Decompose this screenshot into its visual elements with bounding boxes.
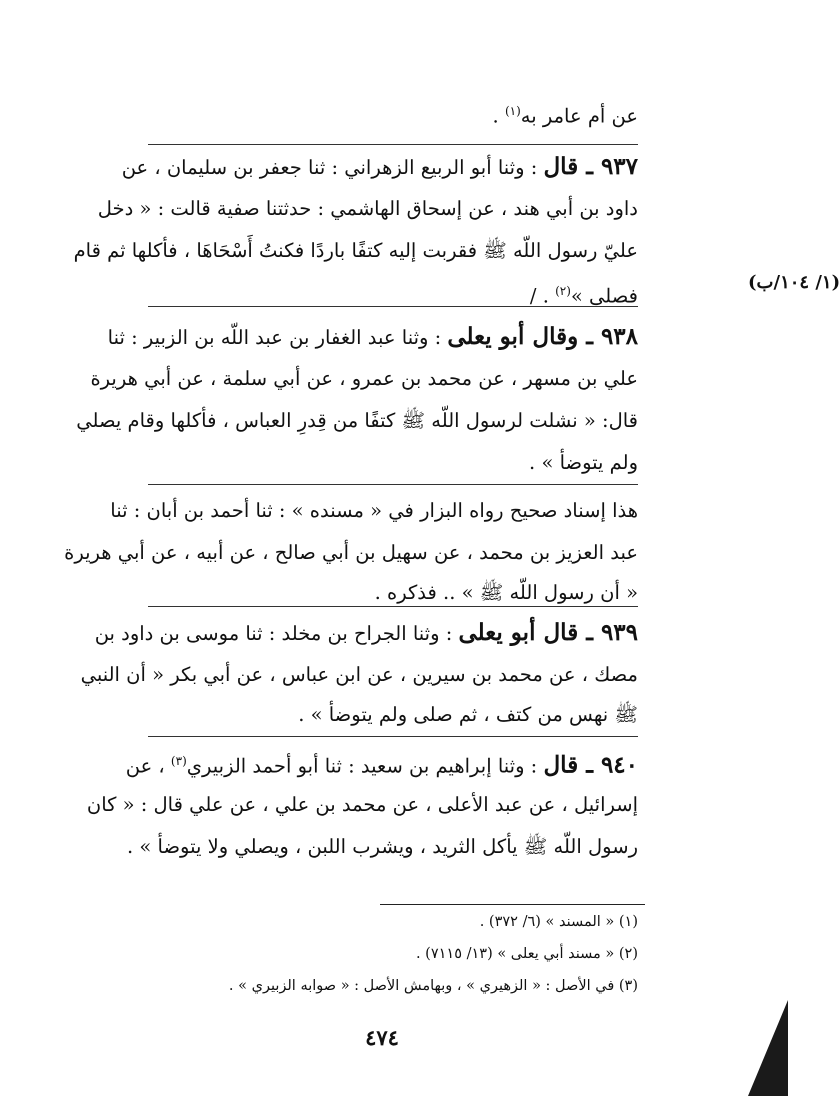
text-line <box>86 790 638 820</box>
line-text: مصك ، عن محمد بن سيرين ، عن ابن عباس ، عن أبي بكر « أن النبي <box>80 663 638 686</box>
line-text: : وثنا أبو الربيع الزهراني : ثنا جعفر بن سليمان ، عن <box>121 156 544 179</box>
narrator-heading: ـ قال <box>543 153 601 180</box>
text-line <box>97 194 638 224</box>
line-text: ولم يتوضأ » . <box>529 451 638 474</box>
manuscript-folio-note: (١/ ١٠٤/ب) <box>748 272 840 293</box>
paragraph-divider <box>148 144 638 145</box>
line-text: عن أم عامر به <box>520 104 638 128</box>
line-text: قال: « نشلت لرسول اللّه ﷺ كتفًا من قِدرِ العباس ، فأكلها وقام يصلي <box>76 409 638 432</box>
line-text: عليّ رسول اللّه ﷺ فقربت إليه كتفًا باردًا فكنتُ أَسْحَاهَا ، فأكلها ثم قام <box>73 239 638 262</box>
text-line <box>94 618 638 649</box>
paragraph-divider <box>148 736 638 737</box>
paragraph-divider <box>148 606 638 607</box>
line-text: عبد العزيز بن محمد ، عن سهيل بن أبي صالح ، عن أبيه ، عن أبي هريرة <box>64 541 638 564</box>
footnote-1: (١) « المسند » (٦/ ٣٧٢) . <box>479 914 638 930</box>
text-line <box>80 660 638 690</box>
line-text: علي بن مسهر ، عن محمد بن عمرو ، عن أبي سلمة ، عن أبي هريرة <box>90 367 638 390</box>
footnote-2: (٢) « مسند أبي يعلى » (١٣/ ٧١١٥) . <box>415 946 638 962</box>
text-line <box>148 448 638 478</box>
text-line <box>90 364 638 394</box>
hadith-number: ٩٤٠ <box>600 751 638 779</box>
line-text: إسرائيل ، عن عبد الأعلى ، عن محمد بن علي ، عن علي قال : « كان <box>86 793 638 816</box>
footnote-3: (٣) في الأصل : « الزهيري » ، وبهامش الأصل : « صوابه الزبيري » . <box>228 978 638 994</box>
page-number: ٤٧٤ <box>365 1025 399 1050</box>
text-line <box>127 832 638 862</box>
footnote-marker: (١) <box>504 104 521 118</box>
text-line <box>121 152 638 183</box>
page-corner-shadow <box>748 1000 788 1096</box>
text-line <box>148 578 638 608</box>
narrator-heading: ـ وقال أبو يعلى <box>447 323 601 350</box>
hadith-number: ٩٣٧ <box>600 153 638 180</box>
hadith-number: ٩٣٨ <box>600 323 638 350</box>
hadith-number: ٩٣٩ <box>600 619 638 646</box>
footnote-separator <box>380 904 645 905</box>
line-text: فصلى » <box>570 284 638 308</box>
line-text: : وثنا إبراهيم بن سعيد : ثنا أبو أحمد الزبيري <box>186 754 544 778</box>
narrator-heading: ـ قال <box>543 751 601 779</box>
line-text: : وثنا عبد الغفار بن عبد اللّه بن الزبير : ثنا <box>107 326 448 349</box>
text-line <box>73 236 638 266</box>
line-text: : وثنا الجراح بن مخلد : ثنا موسى بن داود بن <box>94 622 459 645</box>
footnote-marker: (٣) <box>170 754 187 768</box>
line-tail: . <box>492 104 505 128</box>
paragraph-divider <box>148 484 638 485</box>
text-line <box>64 538 638 568</box>
paragraph-divider <box>148 306 638 307</box>
text-line <box>125 746 638 782</box>
line-text: رسول اللّه ﷺ يأكل الثريد ، ويشرب اللبن ، ويصلي ولا يتوضأ » . <box>127 835 638 858</box>
line-text: هذا إسناد صحيح رواه البزار في « مسنده » : ثنا أحمد بن أبان : ثنا <box>110 499 638 522</box>
text-line <box>148 700 638 730</box>
text-line <box>148 96 638 132</box>
line-tail: ، عن <box>125 754 171 778</box>
line-text: ﷺ نهس من كتف ، ثم صلى ولم يتوضأ » . <box>298 703 638 726</box>
line-tail: . / <box>529 284 556 308</box>
line-text: « أن رسول اللّه ﷺ » .. فذكره . <box>374 581 638 604</box>
line-text: داود بن أبي هند ، عن إسحاق الهاشمي : حدثتنا صفية قالت : « دخل <box>97 197 638 220</box>
narrator-heading: ـ قال أبو يعلى <box>458 619 601 646</box>
footnote-marker: (٢) <box>555 284 571 298</box>
text-line <box>76 406 638 436</box>
text-line <box>107 322 638 353</box>
text-line <box>110 496 638 526</box>
